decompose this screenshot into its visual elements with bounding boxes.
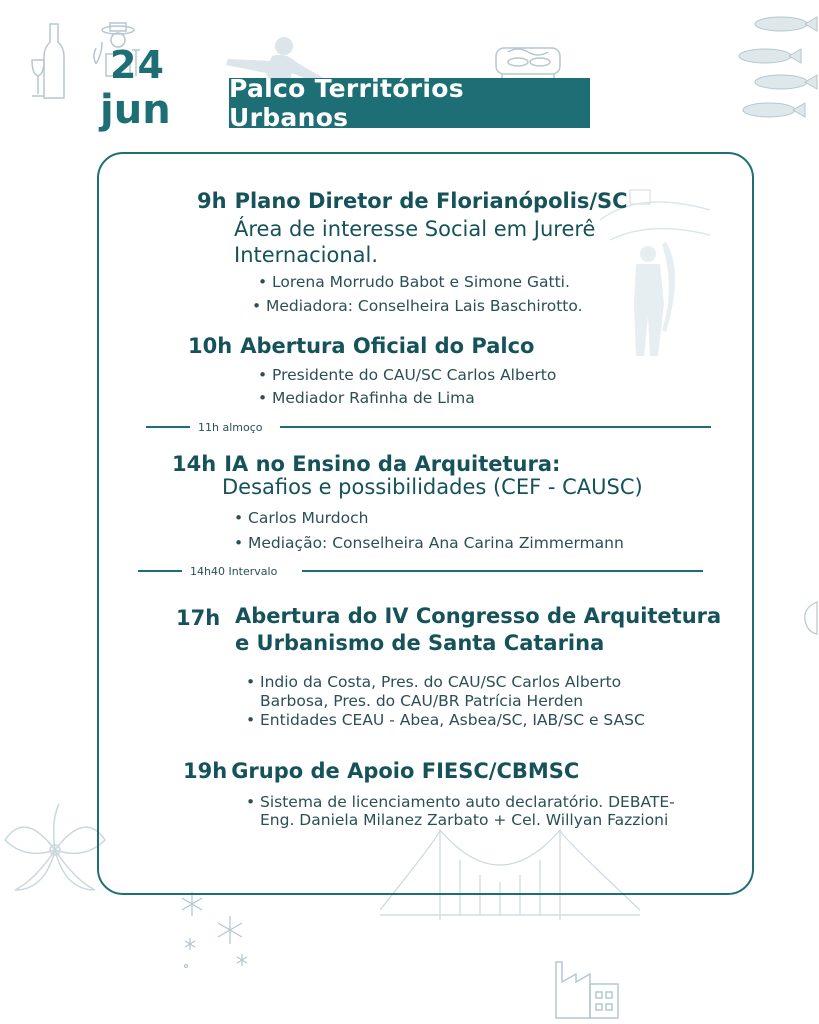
event-title-text: Grupo de Apoio FIESC/CBMSC: [231, 759, 580, 783]
event-title-text: Abertura do IV Congresso de Arquitetura: [235, 604, 722, 628]
orchid-icon: [0, 800, 110, 900]
list-item-continuation: Barbosa, Pres. do CAU/BR Patrícia Herden: [260, 692, 584, 710]
date-month: jun: [100, 87, 171, 133]
list-item: • Entidades CEAU - Abea, Asbea/SC, IAB/SC e SASC: [260, 711, 645, 730]
list-item: • Presidente do CAU/SC Carlos Alberto: [272, 366, 556, 385]
list-item: • Mediador Rafinha de Lima: [272, 389, 475, 408]
break-label: 14h40 Intervalo: [190, 565, 278, 578]
divider: [302, 570, 703, 572]
list-item: • Mediação: Conselheira Ana Carina Zimmermann: [248, 534, 624, 553]
event-title: [183, 758, 579, 784]
event-title: [197, 188, 628, 214]
list-item-continuation: Eng. Daniela Milanez Zarbato + Cel. Willyan Fazzioni: [260, 811, 669, 829]
event-title-text: Abertura Oficial do Palco: [240, 334, 535, 358]
date-day: 24: [110, 43, 165, 87]
divider: [280, 426, 711, 428]
event-time: 19h: [183, 759, 228, 783]
list-item: • Carlos Murdoch: [248, 509, 368, 528]
event-subtitle: Área de interesse Social em Jurerê: [234, 217, 596, 241]
list-item: • Indio da Costa, Pres. do CAU/SC Carlos Alberto: [260, 673, 621, 692]
stage-title: Palco Territórios Urbanos: [229, 78, 590, 128]
event-title-text: Plano Diretor de Florianópolis/SC: [234, 189, 628, 213]
event-time: 14h: [172, 452, 217, 476]
event-time: 17h: [176, 606, 221, 630]
event-subtitle: Internacional.: [234, 243, 379, 267]
factory-icon: [550, 958, 622, 1020]
list-item: • Mediadora: Conselheira Lais Baschirotto.: [266, 297, 583, 316]
event-subtitle: Desafios e possibilidades (CEF - CAUSC): [222, 475, 643, 499]
divider: [138, 570, 182, 572]
list-item: • Sistema de licenciamento auto declaratório. DEBATE-: [260, 793, 675, 812]
event-time: 9h: [197, 189, 227, 213]
break-label: 11h almoço: [198, 421, 263, 434]
event-title-text: e Urbanismo de Santa Catarina: [235, 631, 605, 655]
event-title: [188, 333, 535, 359]
event-date: [100, 43, 171, 133]
event-time: 10h: [188, 334, 233, 358]
divider: [146, 426, 190, 428]
wine-bottle-icon: [28, 20, 68, 102]
event-title-text: IA no Ensino da Arquitetura:: [224, 452, 561, 476]
fish-icon: [735, 10, 819, 122]
shell-icon: [803, 600, 819, 636]
list-item: • Lorena Morrudo Babot e Simone Gatti.: [272, 273, 570, 292]
snowflake-icon: [172, 886, 262, 971]
